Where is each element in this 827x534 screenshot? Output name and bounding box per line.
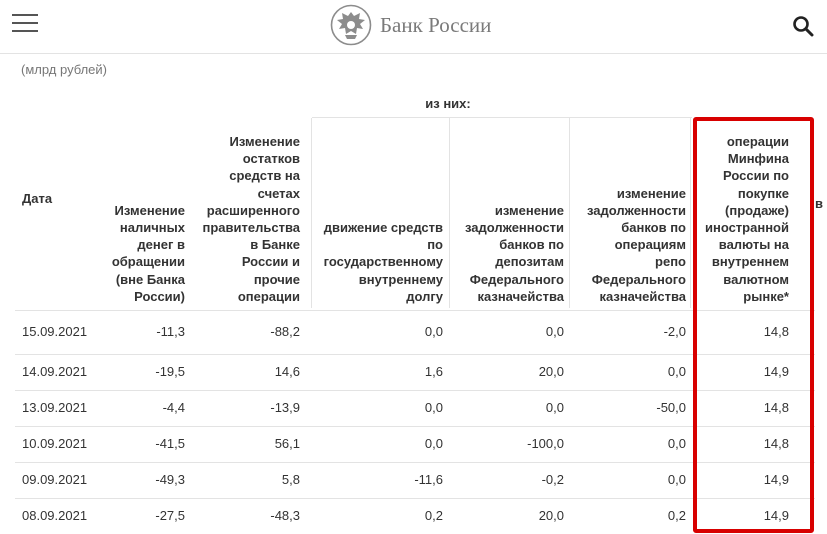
logo-text: Банк России (380, 12, 492, 37)
units-label: (млрд рублей) (21, 62, 107, 77)
table-cell-debt: 0,2 (424, 508, 443, 523)
table-cell-repo: -50,0 (656, 400, 686, 415)
col-header-debt (310, 219, 443, 305)
table-cell-repo: -2,0 (663, 324, 686, 339)
col-header-line: правительства (202, 220, 300, 236)
col-header-line: иностранной (704, 220, 789, 236)
col-header-line: движение средств (323, 220, 443, 235)
group-divider (312, 117, 692, 118)
col-header-govt (190, 133, 300, 305)
col-header-line: задолженности (587, 202, 686, 218)
table-cell-debt: 0,0 (424, 436, 443, 451)
col-header-line: в Банке (250, 237, 300, 253)
col-header-line: операции (237, 288, 300, 304)
table-cell-deposits: -100,0 (527, 436, 564, 451)
col-header-line: наличных (119, 220, 185, 235)
col-header-line: России) (134, 288, 185, 304)
col-header-line: денег в (137, 237, 185, 253)
table-cell-deposits: 20,0 (538, 508, 564, 523)
col-header-repo (570, 185, 686, 305)
col-header-line: операциям (614, 237, 686, 253)
col-header-line: покупке (737, 185, 789, 201)
col-header-line: расширенного (206, 202, 300, 218)
col-header-line: государственному (323, 254, 443, 270)
col-header-line: изменение (494, 202, 564, 218)
table-cell-cash: -4,4 (162, 400, 185, 415)
table-cell-cash: -41,5 (155, 436, 185, 451)
header-divider (0, 53, 827, 54)
table-cell-deposits: 0,0 (545, 324, 564, 339)
col-header-line: по (427, 237, 443, 253)
table-cell-govt: -13,9 (270, 400, 300, 415)
col-header-line: долгу (406, 288, 443, 304)
col-header-line: средств на (229, 168, 300, 184)
col-header-line: России по (723, 168, 789, 184)
table-cell-repo: 0,2 (667, 508, 686, 523)
col-header-line: валютном (723, 271, 789, 287)
table-cell-fx: 14,8 (763, 400, 789, 415)
col-header-line: банков по (621, 220, 686, 235)
col-header-line: рынке* (743, 288, 789, 304)
col-header-cash (95, 202, 185, 305)
col-divider (449, 118, 450, 308)
col-header-line: внутреннему (358, 271, 443, 287)
table-cell-deposits: 20,0 (538, 364, 564, 379)
col-header-line: внутреннем (711, 254, 789, 270)
col-header-line: Федерального (591, 271, 686, 287)
col-header-line: остатков (242, 151, 300, 167)
table-cell-repo: 0,0 (667, 472, 686, 487)
col-header-line: (вне Банка (115, 271, 185, 287)
table-cell-date: 13.09.2021 (22, 400, 88, 415)
table-cell-debt: 1,6 (424, 364, 443, 379)
table-cell-repo: 0,0 (667, 436, 686, 451)
table-cell-date: 15.09.2021 (22, 324, 88, 339)
table-cell-cash: -49,3 (155, 472, 185, 487)
table-cell-date: 09.09.2021 (22, 472, 88, 487)
table-cell-cash: -27,5 (155, 508, 185, 523)
col-header-line: счетах (257, 185, 300, 201)
table-cell-govt: 56,1 (274, 436, 300, 451)
highlighted-column-frame (693, 117, 814, 533)
col-header-line: Минфина (727, 151, 789, 167)
col-header-line: задолженности (465, 220, 564, 235)
table-cell-govt: 5,8 (281, 472, 300, 487)
col-header-line: репо (655, 254, 686, 270)
col-header-line: Дата (22, 191, 53, 206)
table-cell-date: 08.09.2021 (22, 508, 88, 523)
table-cell-debt: 0,0 (424, 400, 443, 415)
table-cell-govt: 14,6 (274, 364, 300, 379)
table-cell-fx: 14,9 (763, 364, 789, 379)
col-header-line: изменение (616, 185, 686, 201)
table-cell-repo: 0,0 (667, 364, 686, 379)
table-cell-debt: 0,0 (424, 324, 443, 339)
col-header-line: казначейства (477, 288, 564, 304)
col-header-cutoff: в (815, 196, 823, 211)
col-header-line: Федерального (469, 271, 564, 287)
col-divider (311, 118, 312, 308)
table-cell-fx: 14,8 (763, 324, 789, 339)
table-cell-cash: -11,3 (156, 324, 185, 339)
col-divider (569, 118, 570, 308)
col-header-line: обращении (111, 254, 185, 270)
group-header-label: из них: (425, 96, 471, 111)
col-header-date (22, 190, 95, 207)
col-header-line: валюты на (718, 237, 789, 253)
table-cell-fx: 14,9 (763, 508, 789, 523)
table-cell-deposits: -0,2 (541, 472, 564, 487)
table-cell-cash: -19,5 (155, 364, 185, 379)
col-header-line: Изменение (229, 134, 300, 149)
table-cell-fx: 14,8 (763, 436, 789, 451)
col-header-line: Изменение (114, 202, 185, 218)
col-header-line: депозитам (495, 254, 564, 270)
col-header-line: (продаже) (725, 202, 789, 218)
table-cell-govt: -88,2 (270, 324, 300, 339)
col-header-line: казначейства (599, 288, 686, 304)
table-cell-fx: 14,9 (763, 472, 789, 487)
col-divider (690, 118, 691, 308)
col-header-deposits (450, 202, 564, 305)
col-header-line: прочие (253, 271, 300, 287)
table-cell-date: 14.09.2021 (22, 364, 88, 379)
col-header-line: операции (726, 134, 789, 149)
table-cell-govt: -48,3 (270, 508, 300, 523)
col-header-line: банков по (499, 237, 564, 253)
col-header-line: России и (241, 254, 300, 270)
table-cell-date: 10.09.2021 (22, 436, 88, 451)
table-cell-debt: -11,6 (414, 472, 443, 487)
table-cell-deposits: 0,0 (545, 400, 564, 415)
